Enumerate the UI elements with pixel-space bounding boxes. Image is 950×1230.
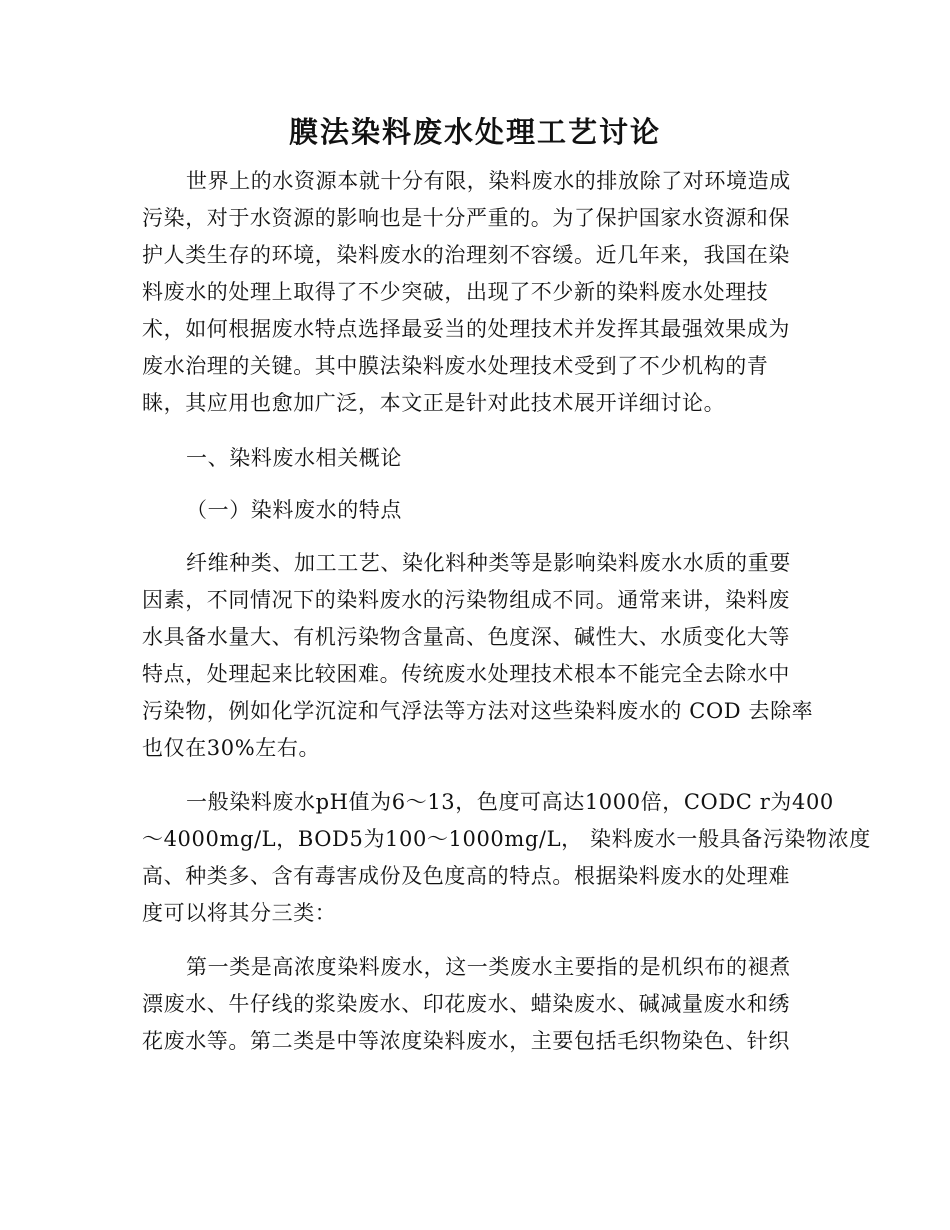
paragraph-line: 一般染料废水pH值为6～13，色度可高达1000倍，CODC r为400 [186, 790, 834, 814]
paragraph-line: 因素，不同情况下的染料废水的污染物组成不同。通常来讲，染料废 [142, 588, 790, 612]
paragraph-line: 第一类是高浓度染料废水，这一类废水主要指的是机织布的褪煮 [186, 955, 791, 979]
paragraph-line: 废水治理的关键。其中膜法染料废水处理技术受到了不少机构的青 [142, 354, 769, 378]
paragraph-line: 度可以将其分三类： [142, 901, 337, 925]
paragraph-line: 高、种类多、含有毒害成份及色度高的特点。根据染料废水的处理难 [142, 864, 790, 888]
paragraph-line: 漂废水、牛仔线的浆染废水、印花废水、蜡染废水、碱减量废水和绣 [142, 992, 790, 1016]
paragraph-line: 特点，处理起来比较困难。传统废水处理技术根本不能完全去除水中 [142, 662, 790, 686]
document-title: 膜法染料废水处理工艺讨论 [288, 115, 661, 149]
paragraph-line: 世界上的水资源本就十分有限，染料废水的排放除了对环境造成 [186, 169, 791, 193]
paragraph-line: 料废水的处理上取得了不少突破，出现了不少新的染料废水处理技 [142, 280, 769, 304]
paragraph-line: 睐，其应用也愈加广泛，本文正是针对此技术展开详细讨论。 [142, 391, 726, 415]
subsection-heading: （一）染料废水的特点 [186, 498, 402, 522]
paragraph-line: 术，如何根据废水特点选择最妥当的处理技术并发挥其最强效果成为 [142, 317, 790, 341]
paragraph-line: 护人类生存的环境，染料废水的治理刻不容缓。近几年来，我国在染 [142, 243, 790, 267]
paragraph-line: 花废水等。第二类是中等浓度染料废水，主要包括毛织物染色、针织 [142, 1029, 790, 1053]
paragraph-line: 污染，对于水资源的影响也是十分严重的。为了保护国家水资源和保 [142, 206, 790, 230]
paragraph-line: 水具备水量大、有机污染物含量高、色度深、碱性大、水质变化大等 [142, 625, 790, 649]
paragraph-line: 也仅在30%左右。 [142, 736, 321, 760]
section-heading: 一、染料废水相关概论 [186, 446, 402, 470]
paragraph-line: 污染物，例如化学沉淀和气浮法等方法对这些染料废水的 COD 去除率 [142, 699, 814, 723]
paragraph-line: 纤维种类、加工工艺、染化料种类等是影响染料废水水质的重要 [186, 551, 791, 575]
paragraph-line: ～4000mg/L，BOD5为100～1000mg/L， 染料废水一般具备污染物浓度 [142, 827, 871, 851]
